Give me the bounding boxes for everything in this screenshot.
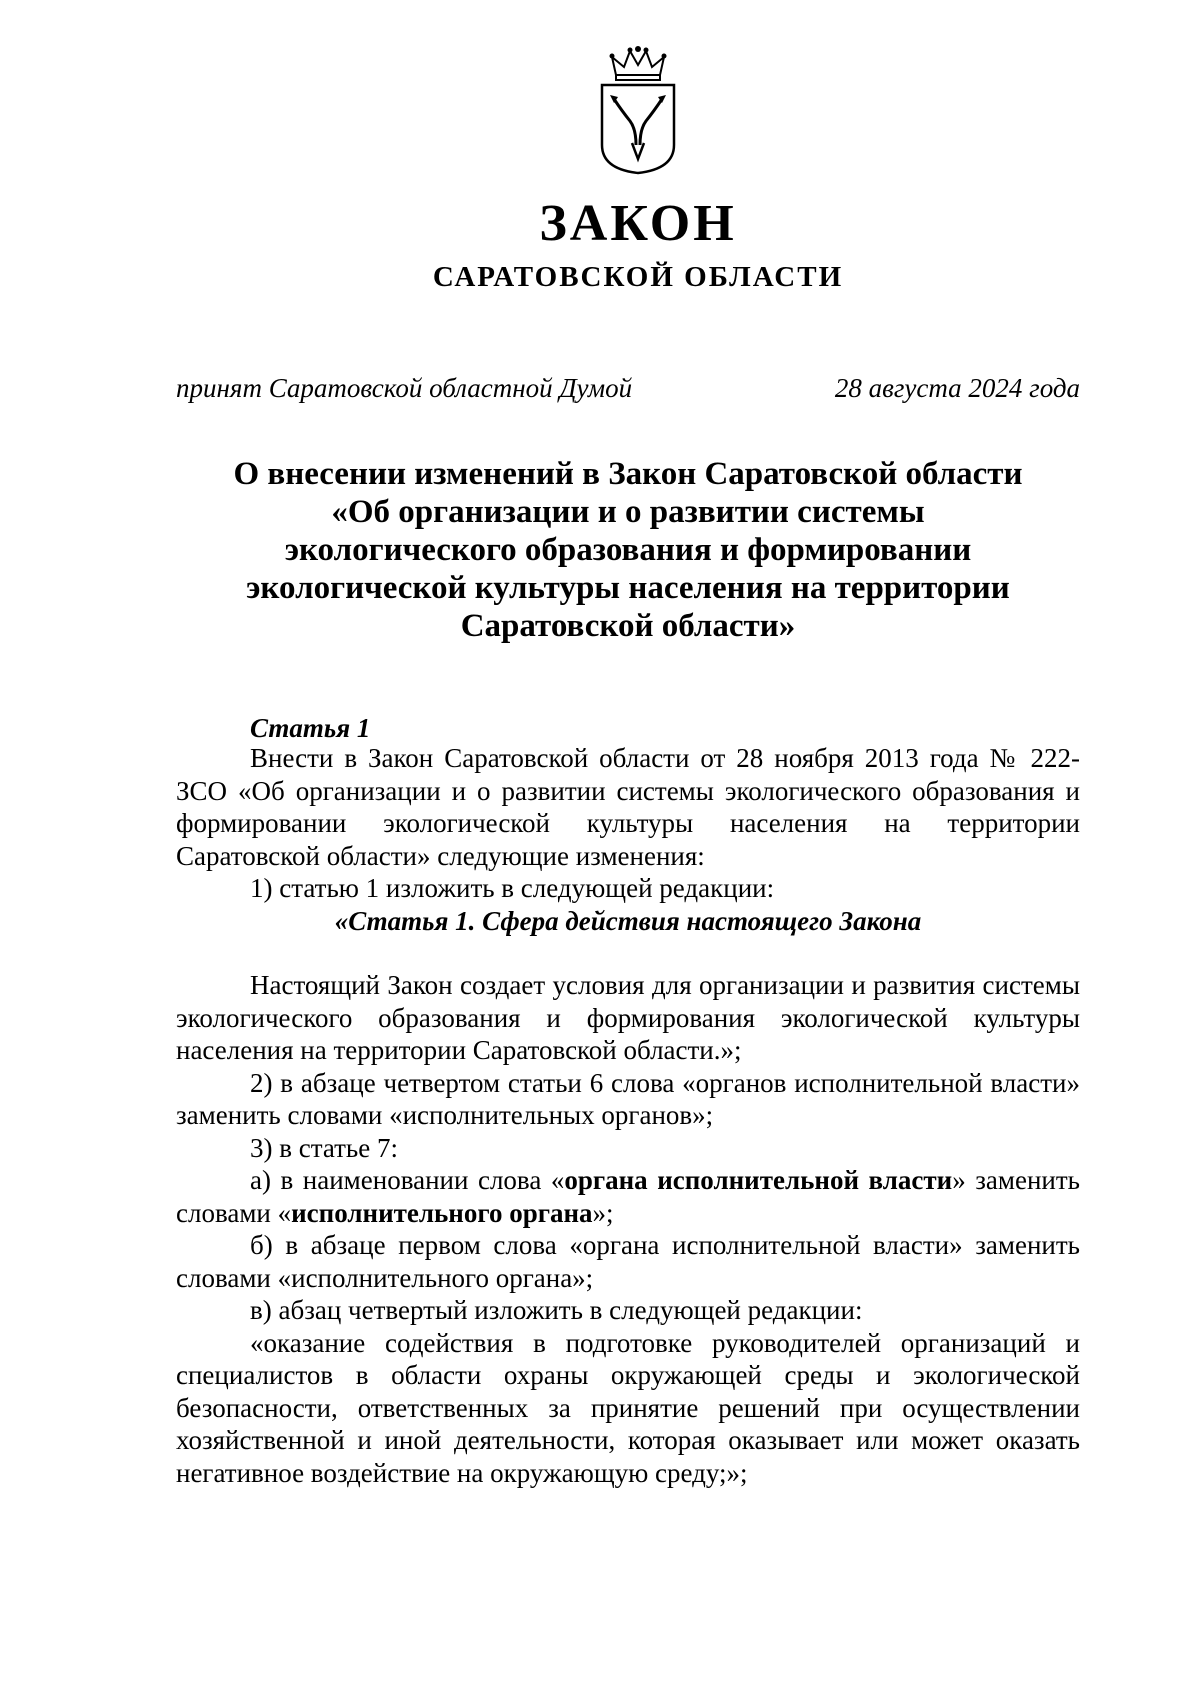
quoted-article-title: «Статья 1. Сфера действия настоящего Закона [334,905,922,936]
heading-line: «Об организации и о развитии системы [331,494,925,530]
sub-item-prefix: а) в наименовании слова « [250,1165,565,1195]
list-item: 2) в абзаце четвертом статьи 6 слова «органов исполнительной власти» заменить словами «исполнительных органов»; [176,1067,1080,1130]
article-label: Статья 1 [250,713,371,743]
sub-item: б) в абзаце первом слова «органа исполнительной власти» заменить словами «исполнительного органа»; [176,1230,1080,1293]
adopted-by: принят Саратовской областной Думой [176,373,633,403]
heading-line: О внесении изменений в Закон Саратовской области [233,456,1023,492]
quoted-article-text: Настоящий Закон создает условия для организации и развития системы экологического образования и формирования экологической культуры населения на территории Саратовской области.»; [176,970,1080,1065]
document-subtitle: САРАТОВСКОЙ ОБЛАСТИ [432,261,844,293]
article-intro: Внести в Закон Саратовской области от 28 ноября 2013 года № 222-ЗСО «Об организации и о развитии системы экологического образования и формировании экологической культуры населения на территории Саратовской области» следующие изменения: [176,743,1080,871]
list-item: 3) в статье 7: [250,1132,398,1163]
heading-line: экологического образования и формировании [284,532,972,568]
heading-line: экологической культуры населения на территории [246,570,1010,606]
quoted-paragraph: «оказание содействия в подготовке руководителей организаций и специалистов в области охраны окружающей среды и экологической безопасности, ответственных за принятие решений при осуществлении хозяйственной и иной деятельности, которая оказывает или может оказать негативное воздействие на окружающую среду;»; [176,1327,1080,1488]
list-item: 1) статью 1 изложить в следующей редакции: [250,873,775,903]
spacer [176,937,1080,969]
sub-item [176,1164,1080,1229]
sub-item: в) абзац четвертый изложить в следующей редакции: [250,1295,863,1325]
sub-item-middle: » заменить словами « [176,1165,1080,1228]
coat-of-arms-icon [592,45,684,175]
document-title: ЗАКОН [539,195,737,252]
sub-item-suffix: »; [592,1197,614,1228]
adopted-date: 28 августа 2024 года [834,373,1080,403]
law-heading [176,455,1080,645]
heading-line: Саратовской области» [460,608,796,644]
article-body [176,742,1080,1489]
new-wording: исполнительного органа [291,1197,593,1228]
old-wording: органа исполнительной власти [564,1165,953,1195]
